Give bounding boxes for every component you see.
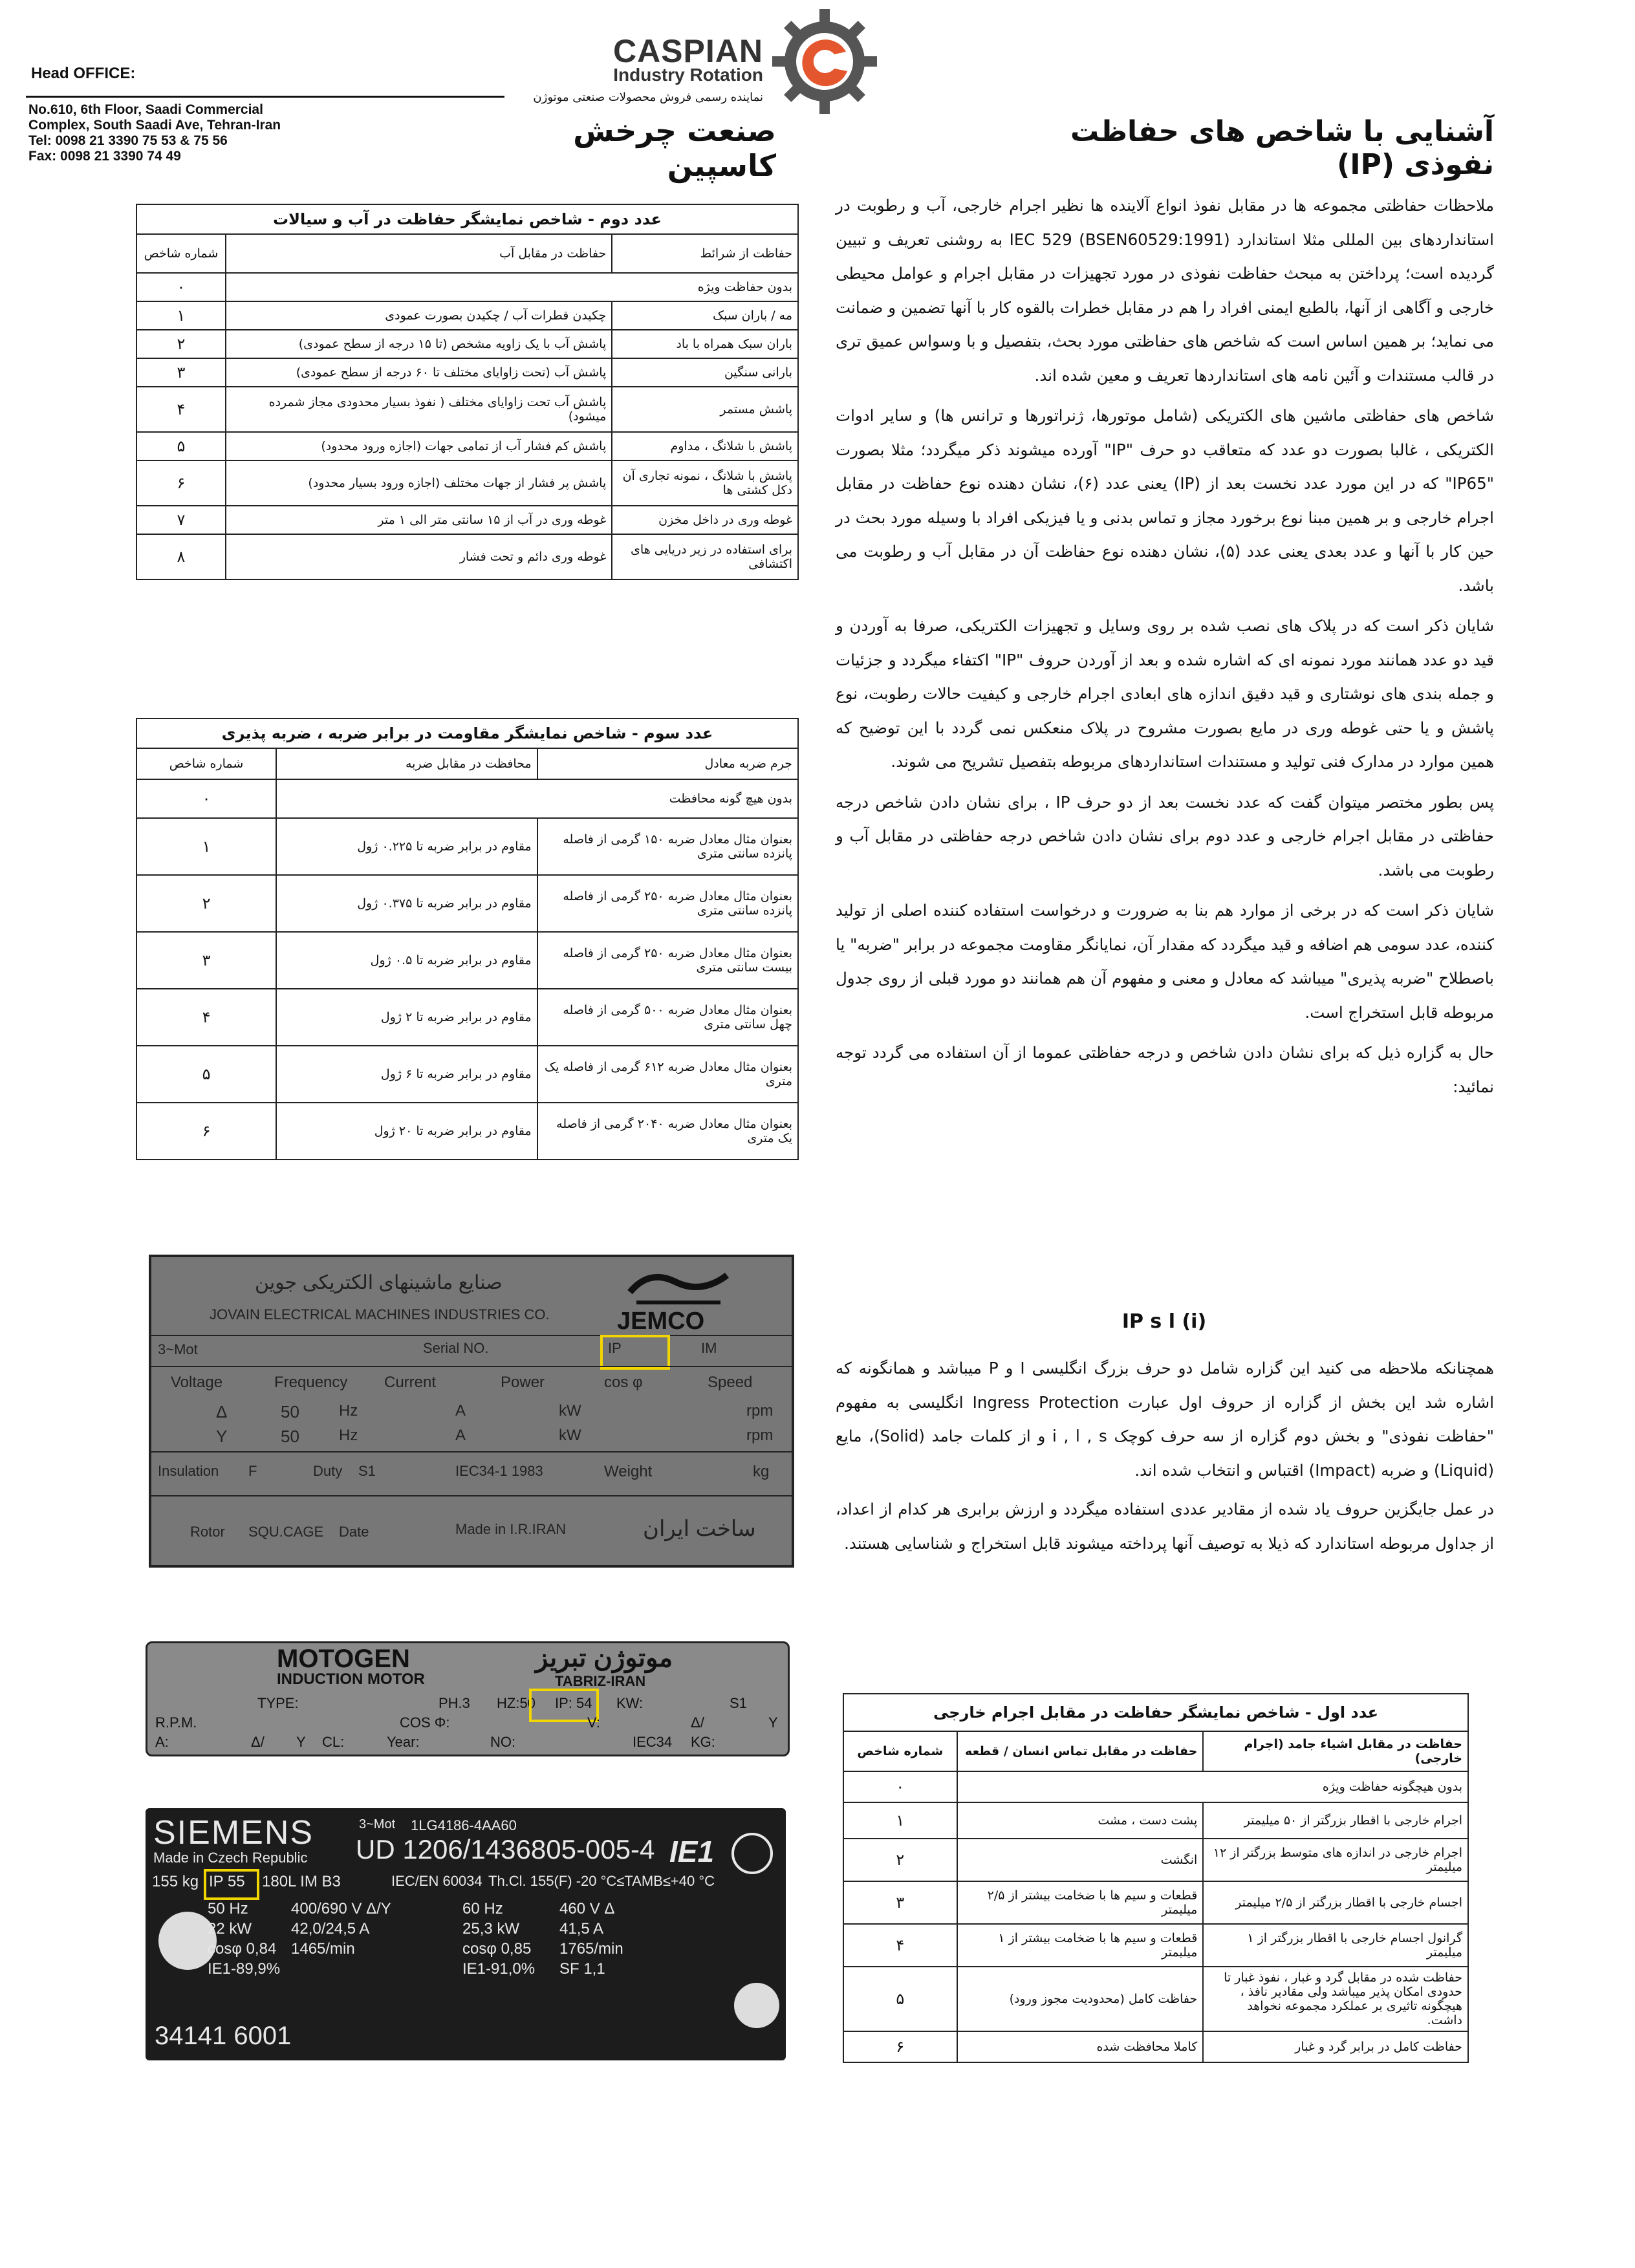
table-cell: ۴ (843, 1924, 957, 1967)
article-paragraph: حال به گزاره ذیل که برای نشان دادن شاخص و درجه حفاظتی عموما از آن استفاده می گردد توجه نمائید: (836, 1043, 1494, 1096)
table-caption: عدد اول - شاخص نمایشگر حفاظت در مقابل اجرام خارجی (843, 1693, 1469, 1731)
siemens-made-in: Made in Czech Republic (153, 1850, 308, 1866)
table-cell: مقاوم در برابر ضربه تا ۲۰ ژول (276, 1103, 537, 1160)
table-cell: بعنوان مثال معادل ضربه ۲۵۰ گرمی از فاصله پانزده سانتی متری (537, 875, 798, 932)
table-cell: گرانول اجسام خارجی با اقطار بزرگتر از ۱ میلیمتر (1203, 1924, 1468, 1967)
gear-logo-icon (770, 6, 880, 116)
jemco-logo-icon (623, 1266, 733, 1308)
motogen-field: HZ:50 (497, 1695, 536, 1711)
ip-highlight-box (204, 1869, 259, 1900)
siemens-ud: UD 1206/1436805-005-4 (356, 1834, 655, 1864)
head-office-label: Head OFFICE: (31, 65, 136, 82)
table-cell: ۶ (136, 460, 226, 506)
table-cell: قطعات و سیم ها با ضخامت بیشتر از ۱ میلیمتر (957, 1924, 1204, 1967)
table-cell: ۰ (136, 273, 226, 301)
table-cell: بعنوان مثال معادل ضربه ۲۰۴۰ گرمی از فاصله یک متری (537, 1103, 798, 1160)
table-cell: حفاظت کامل در برابر گرد و غبار (1203, 2031, 1468, 2062)
motogen-field: V: (587, 1714, 600, 1731)
water-protection-table (136, 204, 799, 580)
article-title: آشنایی با شاخص های حفاظت نفوذی (IP) (1070, 115, 1494, 181)
siemens-value: 400/690 V Δ/Y (291, 1900, 391, 1917)
motogen-field: Δ/ (251, 1734, 265, 1750)
siemens-col-60hz-rating (559, 1899, 623, 1979)
table-cell: ۸ (136, 534, 226, 579)
table-cell: پاشش با شلانگ ، مداوم (612, 432, 798, 460)
jemco-rotor-label: Rotor (190, 1524, 225, 1540)
table-cell: ۰ (136, 779, 276, 818)
table-cell: ۷ (136, 506, 226, 534)
siemens-value: 22 kW (208, 1920, 252, 1938)
jemco-cosphi-label: cos φ (604, 1374, 643, 1391)
jemco-fa-title: صنایع ماشینهای الکتریکی جوین (255, 1272, 503, 1293)
siemens-value: 1465/min (291, 1940, 355, 1958)
siemens-col-60hz (462, 1899, 535, 1979)
motogen-field: KW: (616, 1695, 644, 1711)
jemco-ip-field: IP (608, 1340, 622, 1356)
motogen-field: R.P.M. (155, 1714, 197, 1731)
siemens-ie1-mark: IE1 (669, 1835, 715, 1868)
ce-mark-icon (731, 1833, 773, 1874)
jemco-hz-unit: Hz (339, 1427, 358, 1444)
siemens-value: 42,0/24,5 A (291, 1920, 370, 1938)
table-cell: مقاوم در برابر ضربه تا ۰.۵ ژول (276, 932, 537, 989)
motogen-field: KG: (691, 1734, 715, 1750)
address-line: Complex, South Saadi Ave, Tehran-Iran (28, 118, 281, 133)
siemens-value: SF 1,1 (559, 1960, 605, 1978)
table-cell: بارانی سنگین (612, 358, 798, 387)
motogen-field: A: (155, 1734, 169, 1750)
motogen-nameplate-photo (146, 1641, 790, 1756)
table-cell: پاشش مستمر (612, 387, 798, 432)
table-cell: مه / باران سبک (612, 301, 798, 330)
table-cell: پشت دست ، مشت (957, 1802, 1204, 1839)
motogen-field: S1 (730, 1695, 747, 1711)
siemens-value: 460 V Δ (559, 1900, 615, 1917)
siemens-value: 60 Hz (462, 1900, 503, 1917)
jemco-duty-label: Duty (313, 1463, 343, 1479)
table-cell: اجرام خارجی با اقطار بزرگتر از ۵۰ میلیمتر (1203, 1802, 1468, 1839)
jemco-current-label: Current (384, 1374, 437, 1391)
jemco-kw-unit: kW (559, 1427, 581, 1444)
address-block (28, 102, 281, 164)
jemco-speed-label: Speed (708, 1374, 753, 1391)
jemco-field: 3~Mot (158, 1341, 198, 1357)
table-cell: ۰ (843, 1771, 957, 1802)
table-cell: حفاظت شده در مقابل گرد و غبار ، نفوذ غبار تا حدودی امکان پذیر میباشد ولی مقادیر نافذ ، هیچگونه تاثیری بر عملکرد مجموعه نخواهد داشت. (1203, 1967, 1468, 2031)
siemens-value: 41,5 A (559, 1920, 604, 1938)
jemco-insulation-label: Insulation (158, 1463, 219, 1479)
table-cell: غوطه وری در داخل مخزن (612, 506, 798, 534)
article-paragraph: در عمل جایگزین حروف یاد شده از مقادیر عددی استفاده میگردد و ارزش برابری هر کدام از اعداد، از جداول مربوطه استاندارد که ذیلا به توصیف آنها پرداخته میشوند قابل استخراج و شناسایی هستند. (836, 1500, 1494, 1553)
header-rule (26, 96, 504, 98)
siemens-standard: IEC/EN 60034 (391, 1873, 482, 1889)
jemco-nameplate-photo (149, 1255, 794, 1568)
table-cell: پاشش کم فشار آب از تمامی جهات (اجازه ورود محدود) (226, 432, 612, 460)
table-cell: ۲ (136, 875, 276, 932)
article-paragraph: شایان ذکر است که در پلاک های نصب شده بر روی وسایل و تجهیزات الکتریکی، صرفا به آوردن و قید دو عدد همانند مورد نمونه ای که اشاره شده و بعد از آوردن حروف "IP" اکتفاء میگردد و جزئیات و جمله بندی های نوشتاری و قید دقیق اندازه های ابعادی اجرام خارجی و کیفیت حالات رطوبت، نوع پاشش و یا حتی غوطه وری در مایع بصورت مشروح در پلاک منعکس نمی گردد با این توضیح که همین موارد در مدارک فنی تولید و مستندات استانداردهای مربوطه بتفصیل تشریح می شوند. (836, 616, 1494, 771)
motogen-field: CL: (322, 1734, 345, 1750)
jemco-freq-value: 50 (281, 1427, 299, 1446)
motogen-field: Y (768, 1714, 778, 1731)
table-cell: کاملا محافظت شده (957, 2031, 1204, 2062)
table-cell: مقاوم در برابر ضربه تا ۶ ژول (276, 1046, 537, 1103)
ip-formula: IP s l (i) (1121, 1310, 1207, 1333)
motogen-field: NO: (490, 1734, 516, 1750)
jemco-insulation-class: F (248, 1463, 257, 1479)
table-header: حفاظت در مقابل تماس انسان / قطعه (957, 1731, 1204, 1771)
table-cell: ۳ (136, 932, 276, 989)
table-cell: اجرام خارجی در اندازه های متوسط بزرگتر از ۱۲ میلیمتر (1203, 1839, 1468, 1881)
siemens-frame: 180L IM B3 (262, 1873, 341, 1890)
table-cell: ۴ (136, 387, 226, 432)
table-cell: بدون هیچگونه حفاظت ویژه (957, 1771, 1468, 1802)
brand-name-fa: صنعت چرخش کاسپین (573, 113, 776, 183)
table-cell: ۲ (136, 330, 226, 358)
jemco-power-label: Power (501, 1374, 545, 1391)
fax-line: Fax: 0098 21 3390 74 49 (28, 149, 181, 164)
table-cell: مقاوم در برابر ضربه تا ۲ ژول (276, 989, 537, 1046)
table-cell: بدون حفاظت ویژه (226, 273, 798, 301)
solid-protection-table (843, 1693, 1469, 2063)
table-cell: برای استفاده در زیر دریایی های اکتشافی (612, 534, 798, 579)
plate-divider (151, 1495, 792, 1496)
address-line: No.610, 6th Floor, Saadi Commercial (28, 102, 263, 117)
table-caption: عدد سوم - شاخص نمایشگر مقاومت در برابر ضربه ، ضربه پذیری (136, 718, 799, 748)
table-cell: غوطه وری دائم و تحت فشار (226, 534, 612, 579)
brand-name-en: CASPIAN (612, 33, 763, 69)
table-cell: ۱ (136, 818, 276, 875)
table-cell: ۱ (843, 1802, 957, 1839)
plate-divider (151, 1451, 792, 1453)
brand-tagline: نماینده رسمی فروش محصولات صنعتی موتوژن (533, 91, 763, 104)
siemens-thermal-class: Th.Cl. 155(F) -20 °C≤TAMB≤+40 °C (488, 1873, 715, 1889)
table-cell: حفاظت کامل (محدودیت مجوز ورود) (957, 1967, 1204, 2031)
motogen-fa-brand: موتوژن تبریز (536, 1644, 673, 1672)
table-header: جرم ضربه معادل (537, 748, 798, 779)
article-paragraph: ملاحظات حفاظتی مجموعه ها در مقابل نفوذ انواع آلاینده ها نظیر اجرام خارجی، آب و رطوبت در استانداردهای بین المللی مثلا استاندارد IEC 529 (BSEN60529:1991) به روشنی تعریف و تبیین گردیده است؛ پرداختن به مبحث حفاظت نفوذی در مورد تجهیزات در مقابل اجرام و عوامل محیطی خارجی و آگاهی از آنها، بالطبع ایمنی افراد را هم در مقابل خطرات بالقوه کار با آنها تضمین و ضمانت می نماید؛ بر همین اساس است که شاخص های حفاظتی مورد بحث، بتفصیل و با وسواس عمیق تری در قالب مستندات و آئین نامه های استانداردها تعریف و معین شده اند. (836, 196, 1494, 385)
jemco-kg-unit: kg (753, 1463, 770, 1480)
table-cell: ۴ (136, 989, 276, 1046)
table-cell: ۵ (843, 1967, 957, 2031)
table-cell: ۳ (843, 1881, 957, 1924)
table-header: حفاظت در مقابل آب (226, 234, 612, 273)
impact-resistance-table (136, 718, 799, 1160)
motogen-field: PH.3 (439, 1695, 470, 1711)
table-cell: ۶ (136, 1103, 276, 1160)
siemens-value: cosφ 0,85 (462, 1940, 532, 1958)
table-cell: بعنوان مثال معادل ضربه ۵۰۰ گرمی از فاصله چهل سانتی متری (537, 989, 798, 1046)
table-header: حفاظت در مقابل اشیاء جامد (اجرام خارجی) (1203, 1731, 1468, 1771)
motogen-city: TABRIZ-IRAN (555, 1673, 646, 1689)
motogen-field: Y (296, 1734, 306, 1750)
motogen-field: Year: (387, 1734, 420, 1750)
siemens-serial: 34141 6001 (155, 2022, 292, 2050)
jemco-date-label: Date (339, 1524, 369, 1540)
table-caption: عدد دوم - شاخص نمایشگر حفاظت در آب و سیالات (136, 204, 799, 233)
jemco-rpm-unit: rpm (746, 1427, 774, 1444)
article-paragraph: شاخص های حفاظتی ماشین های الکتریکی (شامل موتورها، ژنراتورها و ترانس ها) و سایر ادوات الکتریکی ، غالبا بصورت دو عدد که متعاقب دو حرف "IP" آورده میشوند ذکر میگردد؛ مثلا بصورت "IP65" که در این مورد عدد نخست بعد از (IP) یعنی عدد (۶)، نشان دهنده نوع حفاظت در مقابل اجرام خارجی و بر همین مبنا نوع برخورد مجاز و تماس بدنی و یا فیزیکی افراد با وسیله مورد بحث در حین کار با آنها و عدد بعدی یعنی عدد (۵)، نشان دهنده نوع حفاظت آن در مقابل آب و رطوبت می باشد. (836, 406, 1494, 595)
siemens-value: 50 Hz (208, 1900, 248, 1917)
plate-divider (151, 1335, 792, 1336)
motogen-field: COS Φ: (400, 1714, 450, 1731)
motogen-brand: MOTOGEN (277, 1645, 410, 1673)
phone-line: Tel: 0098 21 3390 75 53 & 75 56 (28, 133, 228, 148)
table-cell: باران سبک همراه با باد (612, 330, 798, 358)
table-cell: انگشت (957, 1839, 1204, 1881)
table-cell: پاشش آب (تحت زاوایای مختلف تا ۶۰ درجه از سطح عمودی) (226, 358, 612, 387)
table-body (136, 748, 799, 1160)
siemens-brand: SIEMENS (153, 1814, 314, 1852)
article-paragraph: همچنانکه ملاحظه می کنید این گزاره شامل دو حرف بزرگ انگلیسی I و P میباشد و همانگونه که اشاره شد این بخش از گزاره از حروف اول عبارت Ingress Protection انگلیسی به مفهوم "حفاظت نفوذی" و بخش دوم گزاره از سه حرف کوچک i , l , s و از کلمات جامد (Solid)، مایع (Liquid) و ضربه (Impact) اقتباس و انتخاب شده اند. (836, 1359, 1495, 1480)
jemco-weight-label: Weight (604, 1463, 653, 1480)
hole-icon (734, 1983, 779, 2028)
motogen-subtitle: INDUCTION MOTOR (277, 1670, 425, 1688)
siemens-model: 1LG4186-4AA60 (411, 1817, 517, 1833)
table-cell: ۲ (843, 1839, 957, 1881)
table-cell: قطعات و سیم ها با ضخامت بیشتر از ۲/۵ میلیمتر (957, 1881, 1204, 1924)
jemco-amp-unit: A (455, 1402, 466, 1420)
motogen-field: Δ/ (691, 1714, 704, 1731)
table-cell: بعنوان مثال معادل ضربه ۲۵۰ گرمی از فاصله بیست سانتی متری (537, 932, 798, 989)
table-cell: ۵ (136, 1046, 276, 1103)
jemco-duty-value: S1 (358, 1463, 376, 1479)
jemco-amp-unit: A (455, 1427, 466, 1444)
table-cell: بعنوان مثال معادل ضربه ۶۱۲ گرمی از فاصله یک متری (537, 1046, 798, 1103)
jemco-voltage-label: Voltage (171, 1374, 223, 1391)
motogen-ip-field: IP: 54 (555, 1695, 592, 1711)
jemco-made-in-fa: ساخت ایران (643, 1517, 756, 1541)
siemens-value: 25,3 kW (462, 1920, 520, 1938)
article-paragraph: پس بطور مختصر میتوان گفت که عدد نخست بعد از دو حرف IP ، برای نشان دادن شاخص درجه حفاظتی در مقابل اجرام خارجی و عدد دوم برای نشان دادن شاخص درجه حفاظتی در مقابل آب و رطوبت می باشد. (836, 792, 1494, 880)
jemco-rpm-unit: rpm (746, 1402, 774, 1420)
table-header: شماره شاخص (843, 1731, 957, 1771)
jemco-kw-unit: kW (559, 1402, 581, 1420)
article-paragraph: شایان ذکر است که در برخی از موارد هم بنا به ضرورت و درخواست استفاده کننده اصلی از تولید کننده، عدد سومی هم اضافه و قید میگردد که مقدار آن، نمایانگر مقاومت مجموعه در برابر "ضربه" یا باصطلاح "ضربه پذیری" میباشد که معادل و معنی و مفهوم آن هم همانند دو مورد قبلی از روی جدول مربوطه قابل استخراج است. (836, 901, 1494, 1022)
jemco-en-title: JOVAIN ELECTRICAL MACHINES INDUSTRIES CO. (210, 1306, 550, 1323)
table-cell: مقاوم در برابر ضربه تا ۰.۳۷۵ ژول (276, 875, 537, 932)
table-cell: بدون هیچ گونه محافظت (276, 779, 798, 818)
table-cell: ۳ (136, 358, 226, 387)
company-logo (533, 0, 964, 183)
table-cell: چکیدن قطرات آب / چکیدن بصورت عمودی (226, 301, 612, 330)
ip-highlight-box (600, 1335, 670, 1370)
table-cell: ۱ (136, 301, 226, 330)
jemco-standard: IEC34-1 1983 (455, 1463, 543, 1479)
brand-subtitle: Industry Rotation (613, 65, 763, 85)
siemens-value: cosφ 0,84 (208, 1940, 277, 1958)
table-cell: مقاوم در برابر ضربه تا ۰.۲۲۵ ژول (276, 818, 537, 875)
jemco-freq-value: 50 (281, 1402, 299, 1421)
table-cell: پاشش با شلانگ ، نمونه تجاری آن دکل کشتی ها (612, 460, 798, 506)
jemco-frequency-label: Frequency (274, 1374, 348, 1391)
table-cell: اجسام خارجی با اقطار بزرگتر از ۲/۵ میلیمتر (1203, 1881, 1468, 1924)
table-header: شماره شاخص (136, 234, 226, 273)
table-cell: پاشش آب تحت زاوایای مختلف ( نفوذ بسیار محدودی مجاز شمرده میشود) (226, 387, 612, 432)
table-cell: غوطه وری در آب از ۱۵ سانتی متر الی ۱ متر (226, 506, 612, 534)
siemens-value: IE1-89,9% (208, 1960, 281, 1978)
siemens-col-50hz-rating (291, 1899, 391, 1959)
siemens-value: 1765/min (559, 1940, 623, 1958)
siemens-col-50hz (208, 1899, 280, 1979)
jemco-brand: JEMCO (617, 1308, 705, 1335)
jemco-star: Y (216, 1427, 228, 1446)
siemens-value: IE1-91,0% (462, 1960, 536, 1978)
plate-divider (151, 1366, 792, 1367)
table-cell: پاشش پر فشار از جهات مختلف (اجازه ورود بسیار محدود) (226, 460, 612, 506)
siemens-ip-field: IP 55 (209, 1873, 245, 1890)
motogen-field: TYPE: (257, 1695, 299, 1711)
jemco-delta: Δ (216, 1402, 228, 1421)
table-cell: ۶ (843, 2031, 957, 2062)
jemco-made-in: Made in I.R.IRAN (455, 1521, 567, 1537)
article-body-continued (836, 1352, 1494, 1561)
jemco-field: IM (701, 1340, 717, 1356)
motogen-field: IEC34 (633, 1734, 673, 1750)
table-header: حفاظت از شرائط (612, 234, 798, 273)
table-header: محافظت در مقابل ضربه (276, 748, 537, 779)
table-body (136, 233, 799, 580)
siemens-mot: 3~Mot (359, 1817, 396, 1831)
siemens-weight: 155 kg (152, 1873, 199, 1890)
article-body (836, 189, 1494, 1110)
table-cell: بعنوان مثال معادل ضربه ۱۵۰ گرمی از فاصله پانزده سانتی متری (537, 818, 798, 875)
table-cell: ۵ (136, 432, 226, 460)
table-body (843, 1731, 1469, 2063)
jemco-rotor-value: SQU.CAGE (248, 1524, 324, 1540)
jemco-field: Serial NO. (423, 1340, 489, 1356)
table-header: شماره شاخص (136, 748, 276, 779)
table-cell: پاشش آب با یک زاویه مشخص (تا ۱۵ درجه از سطح عمودی) (226, 330, 612, 358)
jemco-hz-unit: Hz (339, 1402, 358, 1420)
siemens-nameplate-photo (146, 1808, 786, 2060)
